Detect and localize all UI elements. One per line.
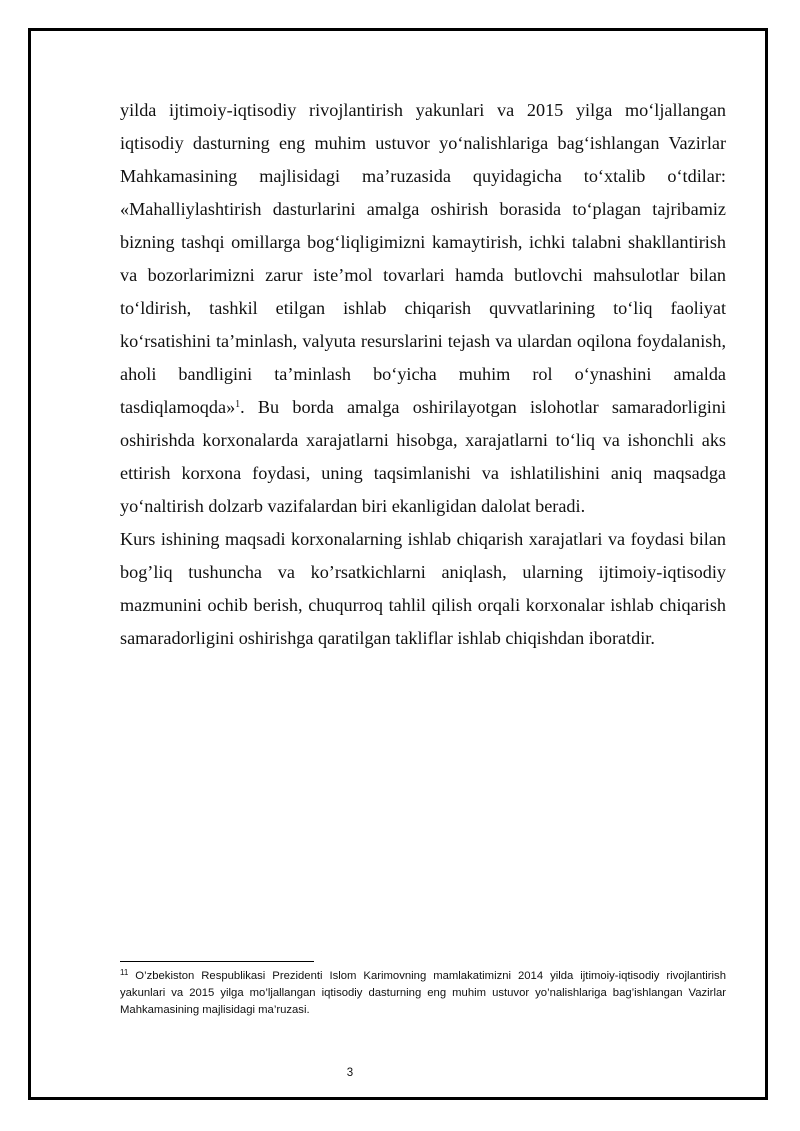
main-text xyxy=(120,94,726,655)
footnote-separator xyxy=(120,961,314,962)
footnote-marker: 11 xyxy=(120,968,129,977)
paragraph-1 xyxy=(120,94,726,523)
footnote-reference[interactable]: 1 xyxy=(235,399,241,410)
page-number: 3 xyxy=(346,1067,354,1079)
footnote xyxy=(120,968,726,1019)
paragraph-1-continuation: . Bu borda amalga oshirilayotgan islohotlar samaradorligini oshirishda korxonalarda xarajatlarni hisobga, xarajatlarni to‘liq va ishonchli aks ettirish korxona foydasi, uning taqsimlanishi va ishlatilishini aniq maqsadga yo‘naltirish dolzarb vazifalardan biri ekanligidan dalolat beradi. xyxy=(120,397,726,516)
footnote-text: O’zbekiston Respublikasi Prezidenti Islom Karimovning mamlakatimizni 2014 yilda ijtimoiy-iqtisodiy rivojlantirish yakunlari va 2015 yilga mo’ljallangan iqtisodiy dasturning eng muhim ustuvor yo’nalishlariga bag’ishlangan Vazirlar Mahkamasining majlisidagi ma’ruzasi. xyxy=(120,970,726,1016)
paragraph-2: Kurs ishining maqsadi korxonalarning ishlab chiqarish xarajatlari va foydasi bilan bog’liq tushuncha va ko’rsatkichlarni aniqlash, ularning ijtimoiy-iqtisodiy mazmunini ochib berish, chuqurroq tahlil qilish orqali korxonalar ishlab chiqarish samaradorligini oshirishga qaratilgan takliflar ishlab chiqishdan iboratdir. xyxy=(120,529,726,648)
paragraph-1-text: yilda ijtimoiy-iqtisodiy rivojlantirish yakunlari va 2015 yilga mo‘ljallangan iqtisodiy dasturning eng muhim ustuvor yo‘nalishlariga bag‘ishlangan Vazirlar Mahkamasining majlisidagi ma’ruzasida quyidagicha to‘xtalib o‘tdilar: «Mahalliylashtirish dasturlarini amalga oshirish borasida to‘plagan tajribamiz bizning tashqi omillarga bog‘liqligimizni kamaytirish, ichki talabni shakllantirish va bozorlarimizni zarur iste’mol tovarlari hamda butlovchi mahsulotlar bilan to‘ldirish, tashkil etilgan ishlab chiqarish quvvatlarining to‘liq faoliyat ko‘rsatishini ta’minlash, valyuta resurslarini tejash va ulardan oqilona foydalanish, aholi bandligini ta’minlash bo‘yicha muhim rol o‘ynashini amalda tasdiqlamoqda» xyxy=(120,100,726,417)
